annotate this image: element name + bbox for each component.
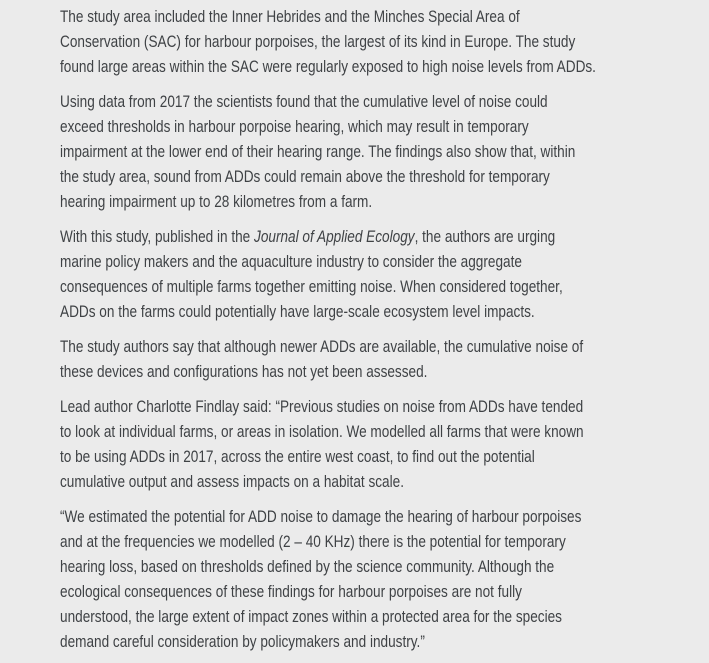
text-segment: Conservation (SAC) for harbour porpoises, the largest of its kind in Europe. The study bbox=[60, 32, 576, 51]
text-segment: to look at individual farms, or areas in isolation. We modelled all farms that were known bbox=[60, 422, 584, 441]
article-paragraph bbox=[60, 504, 708, 654]
text-line bbox=[60, 604, 708, 629]
text-segment: hearing impairment up to 28 kilometres from a farm. bbox=[60, 192, 373, 211]
text-line bbox=[60, 274, 708, 299]
text-segment: consequences of multiple farms together emitting noise. When considered together, bbox=[60, 277, 563, 296]
text-line bbox=[60, 224, 708, 249]
text-line bbox=[60, 554, 708, 579]
text-segment: ecological consequences of these findings for harbour porpoises are not fully bbox=[60, 582, 522, 601]
text-line bbox=[60, 89, 708, 114]
text-segment: cumulative output and assess impacts on a habitat scale. bbox=[60, 472, 404, 491]
journal-title-italic: Journal of Applied Ecology bbox=[254, 227, 415, 246]
text-segment: “We estimated the potential for ADD noise to damage the hearing of harbour porpoises bbox=[60, 507, 582, 526]
text-line bbox=[60, 189, 708, 214]
text-line bbox=[60, 164, 708, 189]
text-line bbox=[60, 54, 708, 79]
text-line bbox=[60, 299, 708, 324]
text-line bbox=[60, 444, 708, 469]
text-segment: Using data from 2017 the scientists found that the cumulative level of noise could bbox=[60, 92, 548, 111]
text-segment: exceed thresholds in harbour porpoise hearing, which may result in temporary bbox=[60, 117, 529, 136]
text-line bbox=[60, 29, 708, 54]
text-segment: impairment at the lower end of their hearing range. The findings also show that, within bbox=[60, 142, 576, 161]
article-paragraph bbox=[60, 224, 708, 324]
text-segment: found large areas within the SAC were regularly exposed to high noise levels from ADDs. bbox=[60, 57, 596, 76]
article-body bbox=[60, 4, 708, 654]
text-line bbox=[60, 394, 708, 419]
text-segment: hearing loss, based on thresholds defined by the science community. Although the bbox=[60, 557, 555, 576]
text-line bbox=[60, 334, 708, 359]
text-segment: ADDs on the farms could potentially have large-scale ecosystem level impacts. bbox=[60, 302, 535, 321]
text-segment: demand careful consideration by policymakers and industry.” bbox=[60, 632, 425, 651]
text-segment: , the authors are urging bbox=[414, 227, 556, 246]
text-line bbox=[60, 419, 708, 444]
article-paragraph bbox=[60, 4, 708, 79]
text-line bbox=[60, 629, 708, 654]
text-line bbox=[60, 504, 708, 529]
text-segment: The study area included the Inner Hebrides and the Minches Special Area of bbox=[60, 7, 520, 26]
text-segment: The study authors say that although newer ADDs are available, the cumulative noise of bbox=[60, 337, 584, 356]
text-line bbox=[60, 469, 708, 494]
text-line bbox=[60, 249, 708, 274]
text-line bbox=[60, 4, 708, 29]
text-line bbox=[60, 139, 708, 164]
article-paragraph bbox=[60, 394, 708, 494]
text-segment: understood, the large extent of impact zones within a protected area for the species bbox=[60, 607, 562, 626]
article-paragraph bbox=[60, 89, 708, 214]
text-line bbox=[60, 359, 708, 384]
text-segment: marine policy makers and the aquaculture industry to consider the aggregate bbox=[60, 252, 522, 271]
text-line bbox=[60, 529, 708, 554]
article-paragraph bbox=[60, 334, 708, 384]
text-segment: these devices and configurations has not yet been assessed. bbox=[60, 362, 428, 381]
text-segment: With this study, published in the bbox=[60, 227, 255, 246]
text-line bbox=[60, 114, 708, 139]
text-line bbox=[60, 579, 708, 604]
text-segment: to be using ADDs in 2017, across the entire west coast, to find out the potential bbox=[60, 447, 535, 466]
text-segment: Lead author Charlotte Findlay said: “Previous studies on noise from ADDs have tended bbox=[60, 397, 584, 416]
text-segment: the study area, sound from ADDs could remain above the threshold for temporary bbox=[60, 167, 550, 186]
text-segment: and at the frequencies we modelled (2 – 40 KHz) there is the potential for temporary bbox=[60, 532, 566, 551]
